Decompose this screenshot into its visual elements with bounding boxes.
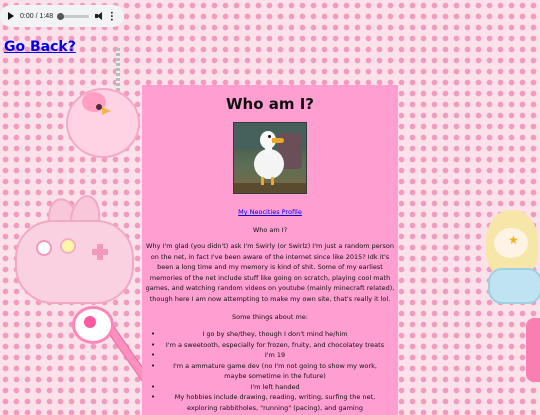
volume-icon[interactable]: [95, 12, 103, 20]
controller-button-decoration: [60, 238, 76, 254]
audio-time: 0:00 / 1:48: [20, 12, 54, 20]
list-item: • I'm left handed: [142, 382, 398, 393]
list-item: • I'm 19: [142, 350, 398, 361]
list-item: • I'm a ammature game dev (no I'm not going to show my work, maybe sometime in the future): [142, 361, 398, 382]
star-icon: ★: [508, 233, 519, 247]
play-icon[interactable]: [8, 12, 14, 20]
more-options-icon[interactable]: ...: [108, 10, 119, 22]
controller-button-decoration: [36, 240, 52, 256]
intro-paragraph: Why I'm glad (you didn't) ask I'm Swirly (or Swirlz) I'm just a random person on the net, in fact I've been aware of the internet since like 2015? Idk it's been a long time and my memory is kind of shit. Some of my earliest memories of the net include stuff like going on scratch, playing cool math games, and watching random videos on youtube (mainly minecraft related), though here I am now attempting to make my own site, that's really it lol.: [145, 242, 395, 303]
facts-list: [142, 329, 398, 413]
list-item: • I go by she/they, though I don't mind he/him: [142, 329, 398, 340]
page-title: Who am I?: [225, 95, 314, 113]
about-card: [142, 85, 398, 415]
neocities-profile-link[interactable]: My Neocities Profile: [238, 208, 302, 216]
controller-dpad-decoration: [92, 244, 108, 260]
magic-wand-gem-decoration: [84, 316, 96, 328]
flower-decoration: [526, 318, 540, 382]
section-subtitle: Who am I?: [252, 226, 288, 234]
audio-progress-slider[interactable]: [59, 15, 89, 18]
keychain-chain-decoration: [116, 48, 120, 94]
things-heading: Some things about me:: [231, 313, 308, 321]
list-item: • I'm a sweetooth, especially for frozen, fruity, and chocolatey treats: [142, 340, 398, 351]
duck-image: [233, 122, 307, 194]
bunny-controller-decoration: [15, 220, 134, 304]
go-back-link[interactable]: Go Back?: [4, 39, 76, 55]
list-item: • My hobbies include drawing, reading, writing, surfing the net, exploring rabbitholes, "running" (pacing), and gaming: [142, 392, 398, 413]
audio-progress-knob[interactable]: [57, 13, 64, 20]
audio-player[interactable]: [0, 5, 124, 27]
doll-dress-decoration: [488, 268, 540, 304]
plush-bird-beak-decoration: [102, 107, 111, 115]
